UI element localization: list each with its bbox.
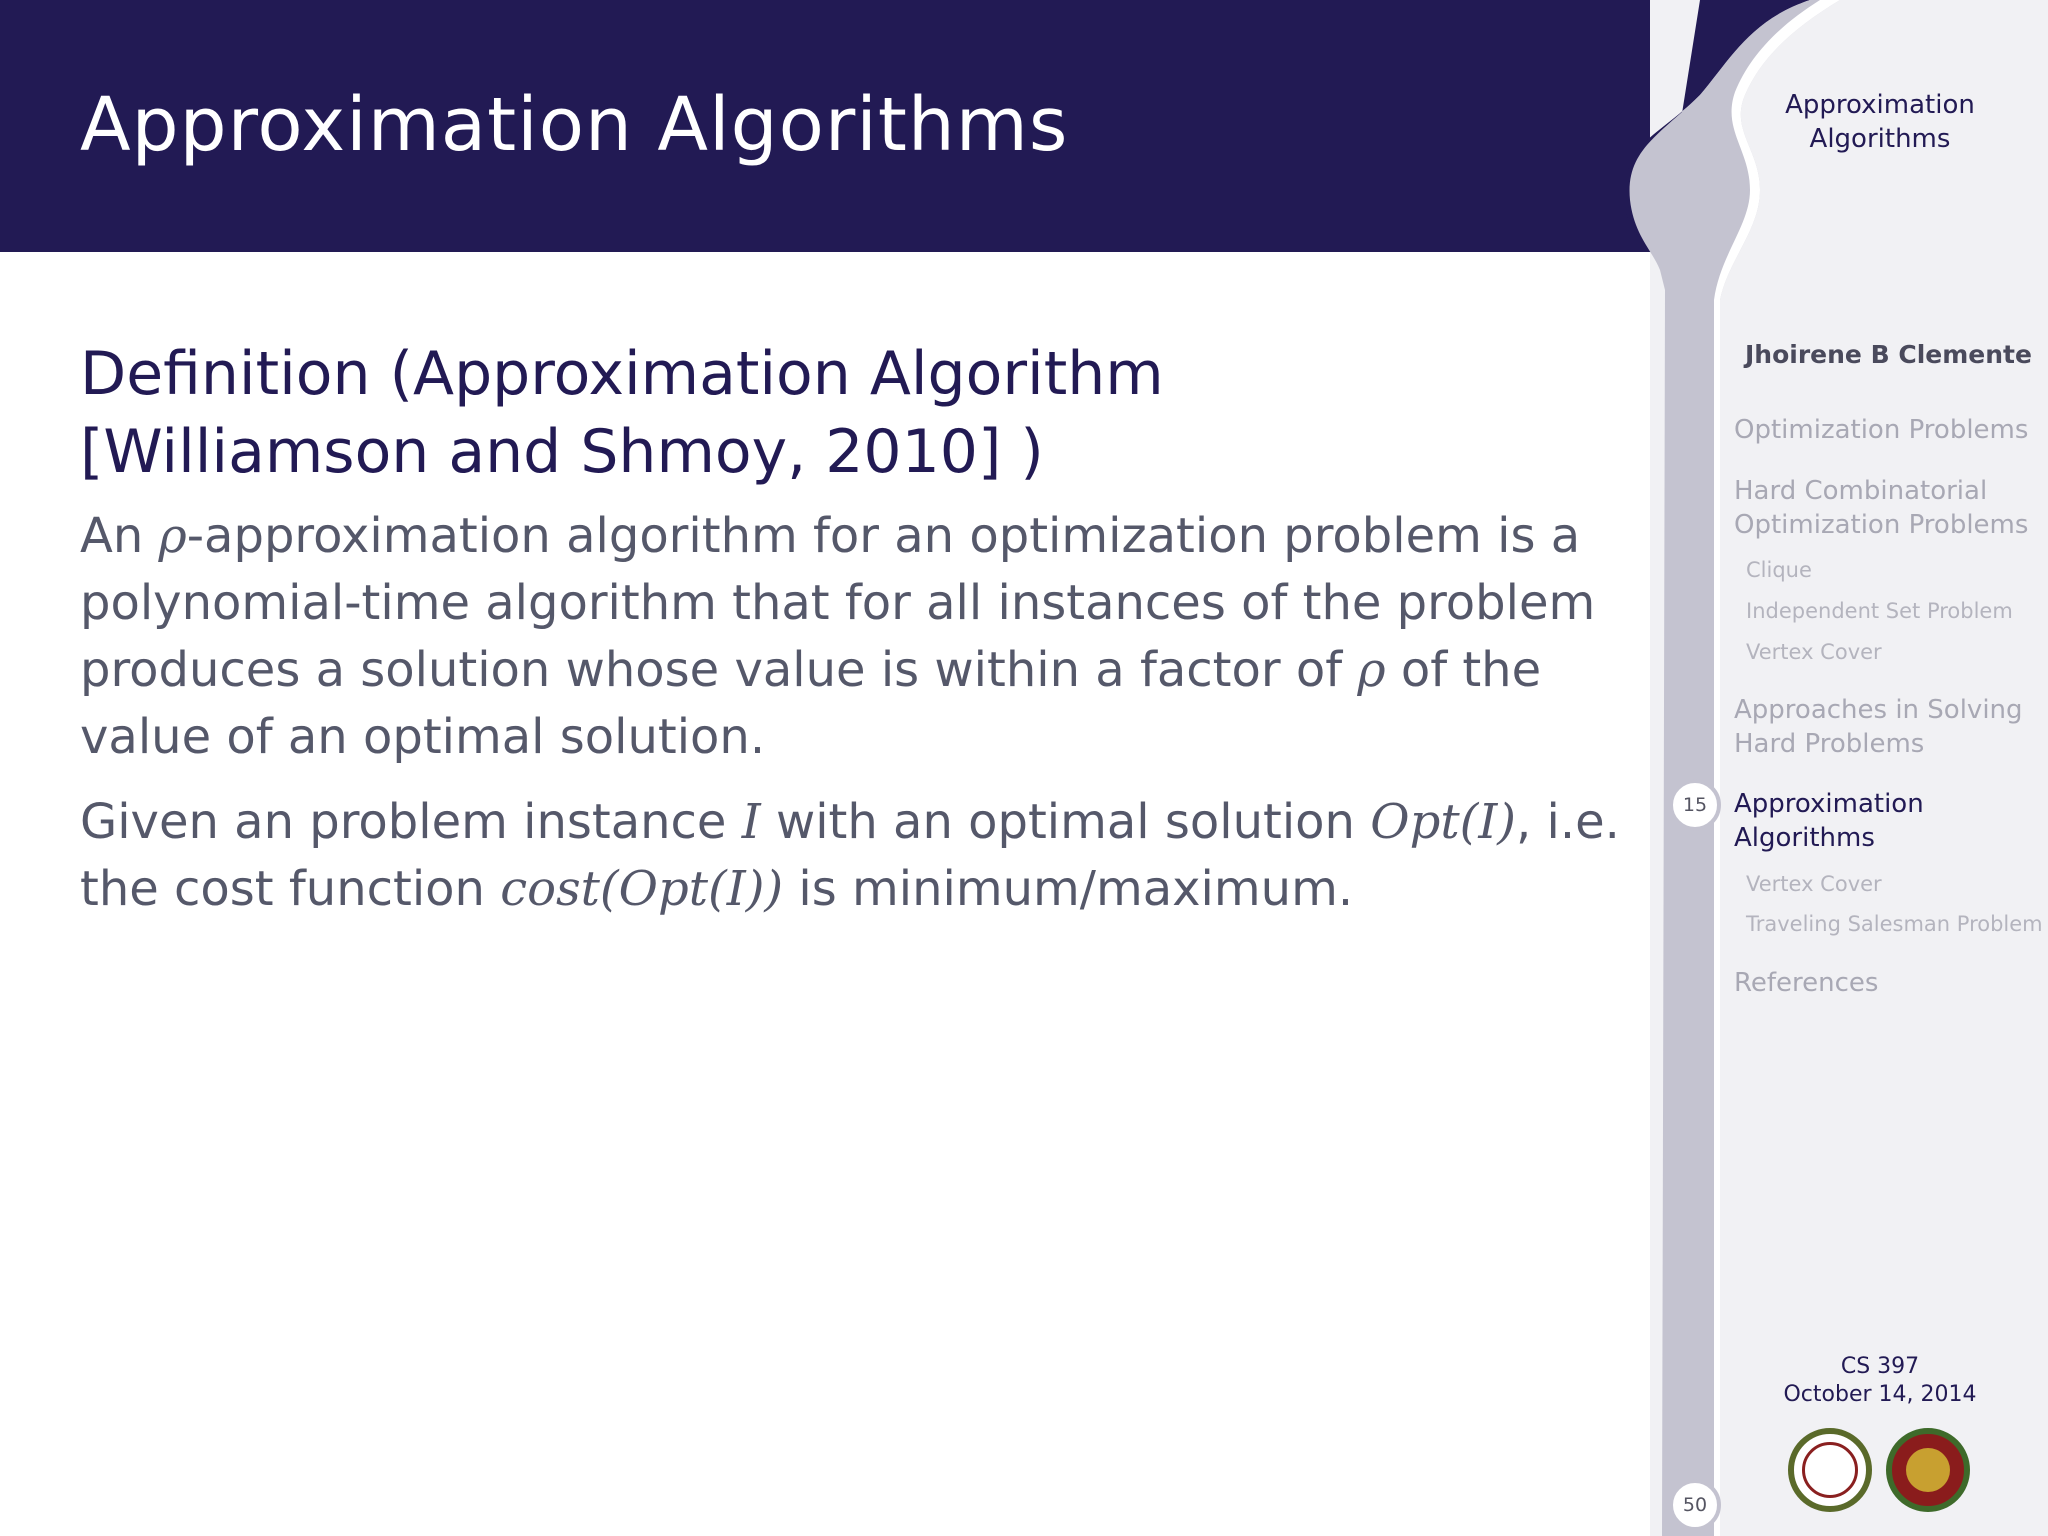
department-seal-logo	[1788, 1428, 1872, 1512]
cost-expression: cost(Opt(I))	[500, 861, 784, 917]
definition-paragraph	[80, 503, 1640, 771]
given-text-pre: Given an problem instance	[80, 794, 742, 850]
definition-text-mid: -approximation algorithm for an optimization problem is a polynomial-time algorithm that for all instances of the problem produces a solution whose value is within a factor of	[80, 508, 1596, 698]
instance-symbol: I	[741, 794, 761, 850]
author-name: Jhoirene B Clemente	[1745, 340, 2032, 369]
given-paragraph	[80, 789, 1640, 923]
university-seal-logo	[1886, 1428, 1970, 1512]
given-text-mid1: with an optimal solution	[760, 794, 1371, 850]
given-text-mid2: , i.e. the cost function	[80, 794, 1620, 917]
slide-content	[80, 335, 1640, 923]
definition-text-post: of the value of an optimal solution.	[80, 642, 1542, 765]
definition-text-pre: An	[80, 508, 159, 564]
course-code: CS 397	[1840, 1354, 1920, 1379]
presentation-date: October 14, 2014	[1783, 1382, 1977, 1407]
rho-symbol: ρ	[158, 508, 187, 564]
toc-item-approximation-algorithms[interactable]: Approximation Algorithms	[1734, 789, 1924, 853]
sidebar-section-title: Approximation Algorithms	[1785, 90, 1975, 154]
rho-symbol: ρ	[1357, 642, 1386, 698]
toc-item-references[interactable]: References	[1734, 968, 1879, 998]
toc-item-approaches[interactable]: Approaches in Solving Hard Problems	[1734, 695, 2023, 759]
toc-subitem-vertex-cover-2[interactable]: Vertex Cover	[1746, 872, 1882, 896]
toc-subitem-tsp[interactable]: Traveling Salesman Problem	[1746, 912, 2043, 936]
toc-subitem-vertex-cover[interactable]: Vertex Cover	[1746, 640, 1882, 664]
section-page-indicator[interactable]: 15	[1669, 779, 1721, 831]
toc-item-hard-combinatorial[interactable]: Hard Combinatorial Optimization Problems	[1734, 476, 2029, 540]
toc-item-optimization-problems[interactable]: Optimization Problems	[1734, 415, 2029, 445]
total-pages-indicator[interactable]: 50	[1669, 1479, 1721, 1531]
definition-title	[80, 335, 1640, 491]
toc-subitem-clique[interactable]: Clique	[1746, 558, 1812, 582]
definition-title-line2: [Williamson and Shmoy, 2010] )	[80, 417, 1044, 487]
toc-subitem-independent-set[interactable]: Independent Set Problem	[1746, 599, 2013, 623]
opt-expression: Opt(I)	[1370, 794, 1517, 850]
definition-title-line1: Definition (Approximation Algorithm	[80, 339, 1164, 409]
given-text-post: is minimum/maximum.	[783, 861, 1354, 917]
slide-title: Approximation Algorithms	[80, 82, 1069, 168]
